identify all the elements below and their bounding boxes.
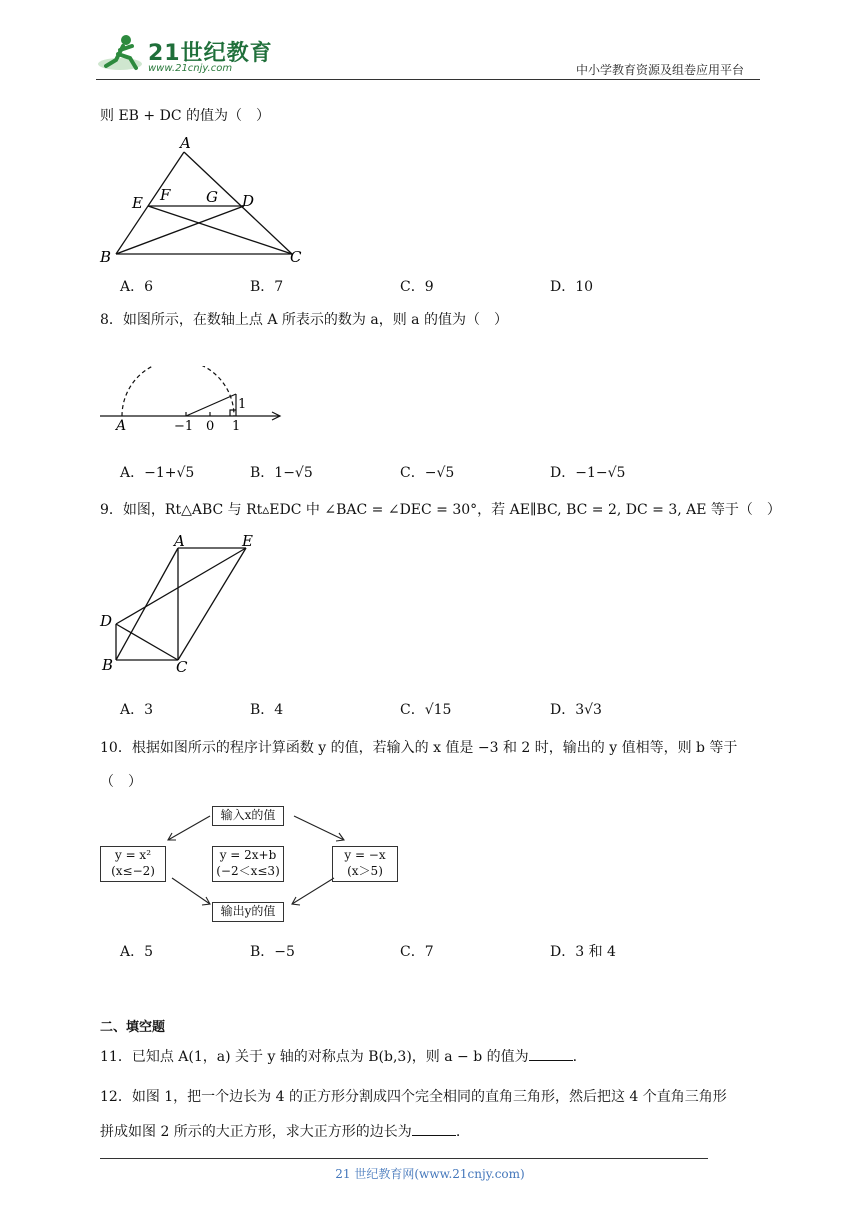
q11: [100, 1046, 577, 1067]
flow-middle-formula: y = 2x+b: [219, 848, 277, 862]
label-A-point: A: [116, 418, 127, 434]
q11-text: 11．已知点 A(1，a) 关于 y 轴的对称点为 B(b,3)，则 a − b 的值为: [100, 1049, 529, 1065]
flow-left-box: [100, 846, 166, 882]
q10-option-d: D．3 和 4: [550, 944, 616, 960]
q10-option-a: A．5: [120, 944, 154, 960]
label-A: A: [174, 532, 185, 550]
logo-url: www.21cnjy.com: [148, 63, 233, 74]
q9-option-c: C．√15: [400, 702, 452, 718]
q7-option-b: B．7: [250, 279, 284, 295]
q9-option-a: A．3: [120, 702, 154, 718]
q8-option-a: A．−1+√5: [120, 465, 195, 481]
logo-text: 21世纪教育: [148, 41, 273, 66]
flow-left-formula: y = x²: [114, 848, 152, 862]
side-length-one: 1: [238, 397, 247, 412]
q9-stem: 9．如图，Rt△ABC 与 Rt▵EDC 中 ∠BAC = ∠DEC = 30°，若 AE∥BC, BC = 2, DC = 3, AE 等于（ ）: [100, 502, 781, 518]
q9-option-d: D．3√3: [550, 702, 602, 718]
label-D: D: [242, 192, 255, 210]
q10-stem-line2: （ ）: [100, 774, 142, 790]
tick-zero: 0: [206, 419, 215, 434]
flow-right-formula: y = −x: [344, 848, 386, 862]
flow-right-box: [332, 846, 398, 882]
q7-triangle-figure: [96, 132, 316, 272]
flow-left-condition: (x≤−2): [111, 864, 155, 878]
footer-text: 21 世纪教育网(www.21cnjy.com): [335, 1167, 525, 1181]
q7-option-a: A．6: [120, 279, 154, 295]
flow-right-condition: (x＞5): [347, 864, 383, 878]
footer-divider: [100, 1158, 708, 1159]
label-E: E: [132, 194, 143, 212]
q8-stem: 8．如图所示，在数轴上点 A 所表示的数为 a，则 a 的值为（ ）: [100, 312, 508, 328]
flow-middle-condition: (−2＜x≤3): [216, 864, 280, 878]
q12-answer-blank[interactable]: [412, 1121, 456, 1136]
q12-end: .: [455, 1124, 461, 1140]
label-B: B: [100, 248, 112, 266]
label-C: C: [290, 248, 302, 266]
flow-output-box: 输出y的值: [212, 902, 284, 922]
flow-middle-box: [212, 846, 284, 882]
q10-option-c: C．7: [400, 944, 434, 960]
q12-text: 拼成如图 2 所示的大正方形，求大正方形的边长为: [100, 1124, 412, 1140]
platform-title: 中小学教育资源及组卷应用平台: [576, 63, 745, 77]
q9-figure: [96, 530, 276, 680]
label-C: C: [176, 658, 188, 676]
q12-line2: [100, 1121, 460, 1142]
header-divider: [96, 79, 760, 80]
label-D: D: [100, 612, 113, 630]
label-E: E: [242, 532, 253, 550]
label-F: F: [160, 186, 171, 204]
tick-minus-one: −1: [174, 419, 194, 434]
q7-stem: 则 EB + DC 的值为（ ）: [100, 108, 270, 124]
q8-number-line-figure: [96, 366, 296, 436]
tick-one: 1: [232, 419, 241, 434]
label-B: B: [102, 656, 114, 674]
q7-option-c: C．9: [400, 279, 434, 295]
q8-option-b: B．1−√5: [250, 465, 313, 481]
label-G: G: [206, 188, 218, 206]
label-A: A: [180, 134, 191, 152]
section-title: 二、填空题: [100, 1020, 166, 1035]
q10-stem-line1: 10．根据如图所示的程序计算函数 y 的值，若输入的 x 值是 −3 和 2 时，输出的 y 值相等，则 b 等于: [100, 740, 738, 756]
q8-option-c: C．−√5: [400, 465, 455, 481]
q10-option-b: B．−5: [250, 944, 295, 960]
q7-option-d: D．10: [550, 279, 594, 295]
flow-input-box: 输入x的值: [212, 806, 284, 826]
q8-option-d: D．−1−√5: [550, 465, 626, 481]
q12-line1: 12．如图 1，把一个边长为 4 的正方形分割成四个完全相同的直角三角形，然后把这 4 个直角三角形: [100, 1089, 727, 1105]
q11-end: .: [572, 1049, 578, 1065]
q9-option-b: B．4: [250, 702, 284, 718]
q11-answer-blank[interactable]: [529, 1046, 573, 1061]
